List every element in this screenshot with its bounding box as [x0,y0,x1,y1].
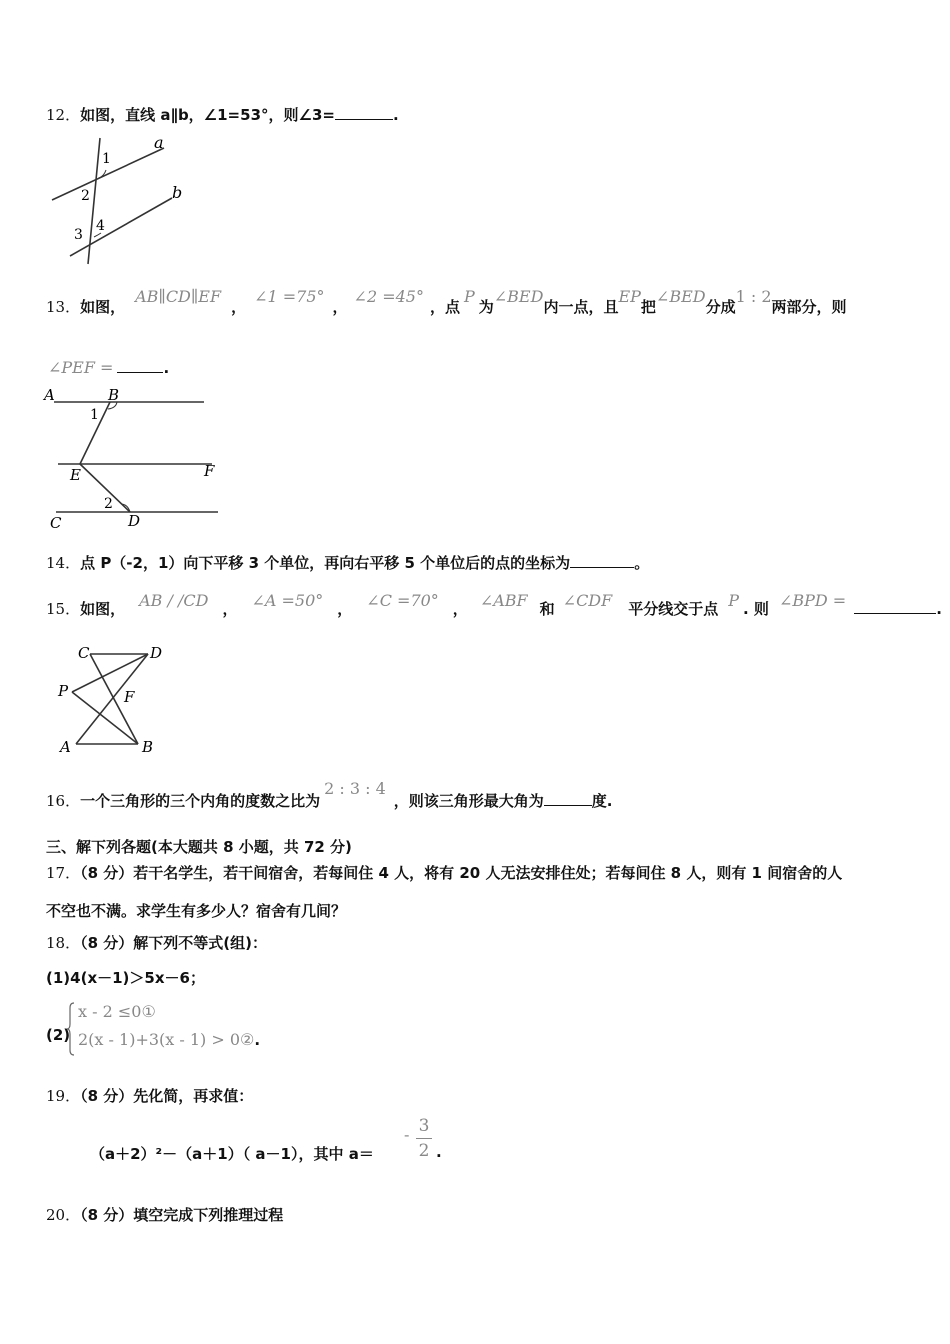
q15-t3: ， [337,600,353,618]
q13-m6: EP [618,287,641,306]
q19-fraction [416,1116,432,1161]
q18-system-brace [67,1002,75,1056]
q19-fraction-denominator: 2 [418,1141,430,1161]
q15-m7: ∠BPD = [778,591,847,610]
q19-number: 19． [46,1087,81,1105]
q20-number: 20． [46,1206,81,1224]
q18-part1: (1)4(x－1)＞5x－6； [46,969,205,987]
q19-fraction-bar [416,1138,432,1139]
q13-m7: ∠BED [655,287,706,306]
q13-t3: ， [332,298,348,316]
q19-negative-sign: - [404,1125,410,1144]
q18-end: . [254,1031,261,1049]
q12-label-b: b [172,183,183,202]
q12-answer-blank [335,105,393,120]
q16-m1: 2 : 3 : 4 [324,779,386,798]
q18-system-eq2: 2(x - 1)+3(x - 1) > 0② [78,1030,255,1049]
q15-figure [50,640,180,762]
q15-m1: AB / /CD [139,591,209,610]
q15-label-p: P [58,682,69,700]
q13-t5: 为 [478,298,494,316]
q15-t7: . 则 [743,600,769,618]
q13-m5: ∠BED [493,287,544,306]
q16-answer-blank [544,791,592,806]
q15-m4: ∠ABF [479,591,528,610]
q13-m2: ∠1 =75° [254,287,325,306]
q16-t2: ，则该三角形最大角为 [393,792,544,810]
q13-label-2: 2 [104,496,113,512]
q14-answer-blank [570,553,634,568]
q12-figure [44,132,194,268]
q12-label-3: 3 [74,227,83,243]
q13-t6: 内一点，且 [543,298,619,316]
q13-m9: ∠PEF = [48,358,114,377]
q15-number: 15． [46,600,81,618]
q13-t9: 两部分，则 [771,298,847,316]
q15-m3: ∠C =70° [366,591,439,610]
q13-t7: 把 [640,298,656,316]
q13-t8: 分成 [705,298,736,316]
q18-text: （8 分）解下列不等式(组)： [80,934,267,952]
q17-line2: 不空也不满。求学生有多少人？宿舍有几间？ [46,902,347,920]
q12-label-4: 4 [96,218,105,234]
q13-label-e: E [70,466,81,484]
q13-number: 13． [46,298,81,316]
q15-m5: ∠CDF [562,591,613,610]
q15-label-d: D [150,644,163,662]
q15-t4: ， [452,600,468,618]
q13-answer-blank [117,358,163,373]
q15-end: . [936,600,942,618]
q13-t4: ，点 [429,298,460,316]
q12-stem [46,104,399,125]
q15-label-f: F [124,688,135,706]
q17-number: 17． [46,864,81,882]
q13-m4: P [463,287,475,306]
q13-label-a: A [44,386,55,404]
q13-end: . [163,359,170,377]
q12-label-1: 1 [102,151,111,167]
q13-answer-line [48,358,169,377]
q16-end: 度. [591,792,613,810]
q15-label-a: A [60,738,71,756]
q18-part2-label: (2) [46,1026,71,1044]
q15-t1: 如图， [80,600,126,618]
q19-text: （8 分）先化简，再求值： [80,1087,254,1105]
q13-m8: 1 : 2 [735,287,772,306]
q17-text-line1: （8 分）若干名学生，若干间宿舍，若每间住 4 人，将有 20 人无法安排住处；若每间住 8 人，则有 1 间宿舍的人 [80,864,843,882]
q20-text: （8 分）填空完成下列推理过程 [80,1206,284,1224]
q12-line-b [70,198,172,256]
q13-label-1: 1 [90,407,99,423]
q12-end: . [392,106,399,124]
q15-m2: ∠A =50° [251,591,324,610]
q14-text: 点 P（-2，1）向下平移 3 个单位，再向右平移 5 个单位后的点的坐标为 [80,554,571,572]
q19-expression: （a＋2）²－（a＋1）（ a－1），其中 a＝ [90,1145,374,1163]
q18-system-eq1: x - 2 ≤0① [78,1002,156,1021]
q16-stem [46,779,613,811]
q13-m1: AB∥CD∥EF [135,287,222,306]
q16-number: 16． [46,792,81,810]
q12-text: 如图，直线 a∥b，∠1=53°，则∠3= [80,106,335,124]
q15-label-b: B [142,738,154,756]
q18-stem [46,932,267,953]
q17-line1 [46,862,842,883]
q13-label-d: D [128,512,141,530]
q12-label-2: 2 [81,188,90,204]
q15-t2: ， [222,600,238,618]
q13-label-c: C [50,514,62,532]
q13-stem [46,287,847,317]
q16-t1: 一个三角形的三个内角的度数之比为 [80,792,321,810]
q14-end: 。 [634,554,650,572]
q15-t6: 平分线交于点 [628,600,719,618]
q20-stem [46,1204,283,1225]
q19-fraction-numerator: 3 [418,1116,430,1136]
q19-end: . [436,1143,442,1161]
q13-m3: ∠2 =45° [353,287,424,306]
q15-m6: P [728,591,740,610]
q14-number: 14． [46,554,81,572]
q15-segment-da [76,654,148,744]
q13-figure [42,384,232,534]
q13-t1: 如图， [80,298,126,316]
q15-answer-blank [854,599,936,614]
q12-number: 12． [46,106,81,124]
q15-label-c: C [78,644,90,662]
q18-number: 18． [46,934,81,952]
q14-stem [46,552,649,573]
q12-label-a: a [154,133,164,152]
q19-stem [46,1085,253,1106]
q13-label-b: B [108,386,120,404]
section-3-heading: 三、解下列各题(本大题共 8 小题，共 72 分) [46,838,352,856]
q15-t5: 和 [539,600,555,618]
q15-stem [46,591,942,619]
q13-label-f: F [204,462,215,480]
q18-system-eq2-row [78,1030,260,1049]
q13-t2: ， [231,298,247,316]
